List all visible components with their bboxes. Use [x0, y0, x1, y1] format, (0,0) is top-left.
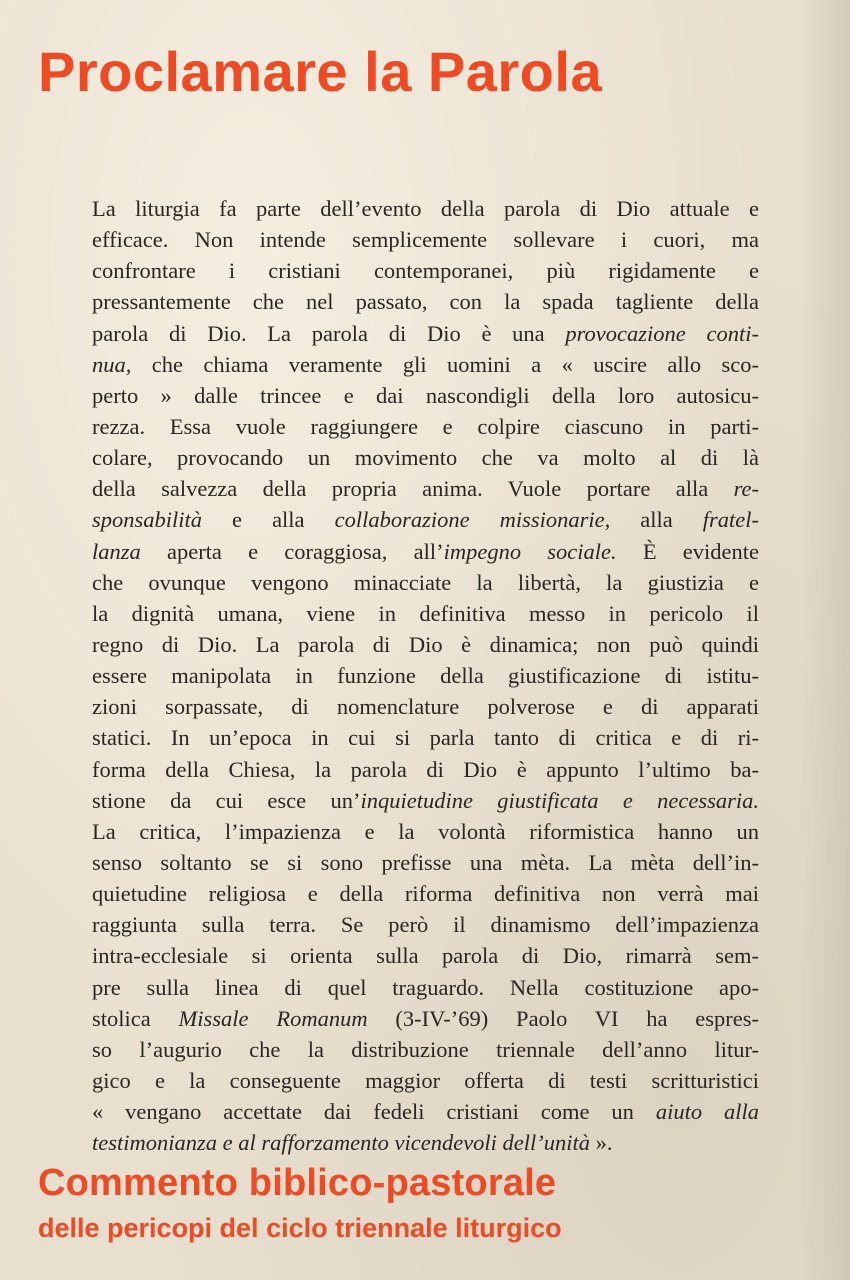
italic-phrase: sponsabilità [92, 507, 203, 533]
text-run: « vengano accettate dai fedeli cristiani come un [92, 1099, 656, 1125]
text-run: La liturgia fa parte dell’evento della parola di Dio attuale e [92, 196, 759, 221]
blurb-line [92, 1127, 759, 1158]
blurb-line [92, 847, 759, 878]
text-run: statici. In un’epoca in cui si parla tanto di critica e di ri- [92, 725, 759, 751]
blurb-line [92, 1034, 759, 1065]
italic-phrase: collaborazione missionarie, [334, 507, 611, 533]
italic-phrase: aiuto alla [655, 1099, 759, 1125]
blurb-line [92, 691, 759, 722]
text-run: che ovunque vengono minacciate la libertà, la giustizia e [92, 569, 759, 595]
text-run: che chiama veramente gli uomini a « uscire allo sco- [131, 351, 759, 377]
text-run: perto » dalle trincee e dai nascondigli della loro autosicu- [92, 382, 759, 408]
subtitle-line-2: delle pericopi del ciclo triennale liturgico [38, 1213, 562, 1243]
text-run: la dignità umana, viene in definitiva messo in pericolo il [92, 600, 759, 626]
text-run: parola di Dio. La parola di Dio è una [92, 320, 566, 346]
italic-phrase: impegno sociale. [443, 538, 617, 564]
text-run: pre sulla linea di quel traguardo. Nella costituzione apo- [92, 974, 759, 1000]
blurb-line [92, 629, 759, 660]
text-run: quietudine religiosa e della riforma definitiva non verrà mai [92, 881, 759, 907]
blurb-line [92, 940, 759, 971]
text-run: so l’augurio che la distribuzione triennale dell’anno litur- [92, 1036, 759, 1062]
text-run: regno di Dio. La parola di Dio è dinamica; non può quindi [92, 631, 759, 657]
text-run: senso soltanto se si sono prefisse una mèta. La mèta dell’in- [92, 849, 759, 875]
text-run: intra-ecclesiale si orienta sulla parola di Dio, rimarrà sem- [92, 943, 759, 969]
italic-phrase: inquietudine giustificata e necessaria. [360, 787, 759, 813]
blurb-line [92, 411, 759, 442]
text-run: forma della Chiesa, la parola di Dio è appunto l’ultimo ba- [92, 756, 759, 782]
text-run: stione da cui esce un’ [92, 787, 361, 813]
blurb-line [92, 380, 759, 411]
italic-phrase: fratel- [702, 507, 760, 533]
blurb-line [92, 1065, 759, 1096]
text-run: gico e la conseguente maggior offerta di testi scritturistici [92, 1067, 759, 1093]
text-run: confrontare i cristiani contemporanei, più rigidamente e [92, 258, 759, 284]
book-title: Proclamare la Parola [38, 40, 603, 103]
text-run: colare, provocando un movimento che va molto al di là [92, 445, 759, 471]
blurb-line [92, 909, 759, 940]
text-run: aperta e coraggiosa, all’ [140, 538, 444, 564]
blurb-line [92, 722, 759, 753]
italic-phrase: lanza [92, 538, 141, 564]
text-run: ». [590, 1130, 613, 1156]
blurb-line [92, 286, 759, 317]
blurb-line [92, 754, 759, 785]
blurb-line [92, 878, 759, 909]
italic-phrase: re- [733, 476, 759, 502]
blurb-line [92, 504, 759, 535]
text-run: alla [610, 507, 703, 533]
text-run: (3-IV-’69) Paolo VI ha espres- [367, 1005, 759, 1031]
text-run: rezza. Essa vuole raggiungere e colpire ciascuno in parti- [92, 413, 759, 439]
subtitle-line-1: Commento biblico-pastorale [38, 1162, 557, 1204]
text-run: della salvezza della propria anima. Vuole portare alla [92, 476, 734, 502]
text-run: pressantemente che nel passato, con la spada tagliente della [92, 289, 759, 315]
italic-phrase: testimonianza e al rafforzamento vicendevoli dell’unità [92, 1130, 591, 1156]
text-run: essere manipolata in funzione della giustificazione di istitu- [92, 663, 759, 689]
blurb-line [92, 567, 759, 598]
blurb-line [92, 318, 759, 349]
blurb-line [92, 349, 759, 380]
blurb-text [92, 193, 759, 1158]
text-run: È evidente [616, 538, 759, 564]
text-run: stolica [92, 1005, 179, 1031]
italic-phrase: provocazione conti- [565, 320, 759, 346]
subtitle-block [38, 1160, 828, 1250]
italic-phrase: Missale Romanum [178, 1005, 368, 1031]
blurb-line [92, 598, 759, 629]
blurb-line [92, 255, 759, 286]
blurb-line [92, 785, 759, 816]
text-run: raggiunta sulla terra. Se però il dinamismo dell’impazienza [92, 912, 759, 938]
blurb-line [92, 1003, 759, 1034]
blurb-line [92, 442, 759, 473]
blurb-line [92, 193, 759, 224]
text-run: La critica, l’impazienza e la volontà riformistica hanno un [92, 818, 759, 844]
blurb-line [92, 473, 759, 504]
blurb-line [92, 224, 759, 255]
blurb-line [92, 972, 759, 1003]
blurb-line [92, 660, 759, 691]
blurb-line [92, 1096, 759, 1127]
blurb-line [92, 536, 759, 567]
blurb-line [92, 816, 759, 847]
text-run: e alla [202, 507, 335, 533]
text-run: zioni sorpassate, di nomenclature polverose e di apparati [92, 694, 759, 720]
text-run: efficace. Non intende semplicemente sollevare i cuori, ma [92, 227, 759, 253]
italic-phrase: nua, [92, 351, 132, 377]
